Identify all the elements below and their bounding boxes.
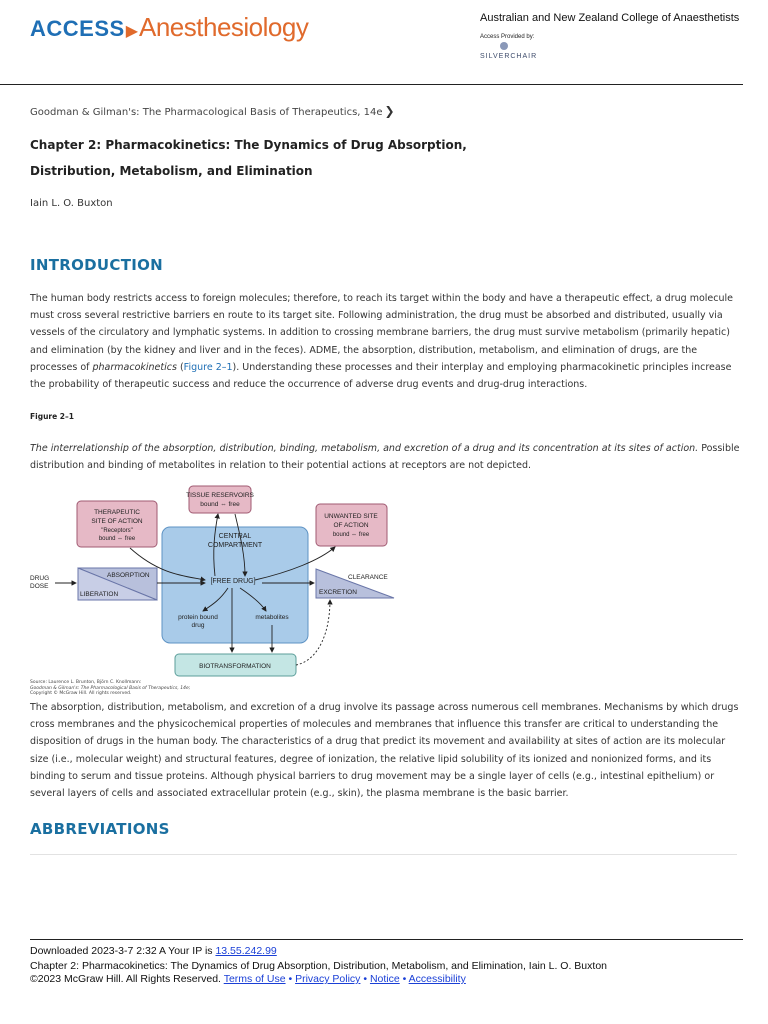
bullet-sep-3: • [399, 973, 409, 985]
therapeutic-label-4: bound ⇔ free [98, 536, 136, 542]
tissue-bound-label: bound ⇔ free [200, 501, 240, 508]
footer-links [30, 973, 466, 985]
footer-download [30, 945, 277, 957]
figure-link[interactable]: Figure 2–1 [183, 361, 233, 373]
header-divider [0, 84, 743, 85]
chevron-right-icon: ❯ [384, 104, 395, 118]
notice-link[interactable]: Notice [369, 973, 400, 985]
free-drug-label: [FREE DRUG] [210, 578, 256, 585]
source-line-3: Copyright © McGraw Hill. All rights reserved. [30, 691, 132, 696]
breadcrumb[interactable] [30, 104, 395, 118]
bullet-sep-2: • [360, 973, 370, 985]
central-label-1: CENTRAL [218, 533, 252, 540]
central-label-2: COMPARTMENT [207, 542, 263, 549]
section-heading-introduction: INTRODUCTION [30, 256, 164, 274]
figure-source [30, 680, 190, 697]
bullet-sep-1: • [285, 973, 296, 985]
accessibility-link[interactable]: Accessibility [408, 973, 466, 985]
intro-term-pharmacokinetics: pharmacokinetics [92, 361, 177, 373]
ip-link[interactable]: 13.55.242.99 [215, 945, 277, 957]
absorption-label: ABSORPTION [107, 572, 150, 579]
tissue-reservoirs-box [189, 486, 251, 513]
site-logo[interactable] [30, 12, 308, 43]
figure-label: Figure 2–1 [30, 412, 74, 421]
figure-caption-italic: The interrelationship of the absorption, distribution, binding, metabolism, and excretion of a drug and its concentration at its sites of action. [30, 443, 699, 454]
intro-paren: ( [176, 361, 184, 373]
copyright: ©2023 McGraw Hill. All Rights Reserved. [30, 973, 224, 985]
download-info: Downloaded 2023-3-7 2:32 A Your IP is [30, 945, 216, 957]
metabolites-label: metabolites [255, 614, 289, 621]
terms-link[interactable]: Terms of Use [223, 973, 286, 985]
unwanted-label-3: bound ⇔ free [332, 532, 370, 538]
figure-caption-rest: Possible distribution and binding of metabolites in relation to their potential actions at receptors are not depicted. [30, 443, 740, 472]
source-line-2: Goodman & Gilman's: The Pharmacological Basis of Therapeutics, 14e; [30, 685, 191, 691]
therapeutic-label-1: THERAPEUTIC [94, 509, 140, 516]
drug-dose-label-1: DRUG [30, 575, 50, 582]
breadcrumb-book[interactable]: Goodman & Gilman's: The Pharmacological Basis of Therapeutics, 14e [30, 107, 383, 118]
footer-citation: Chapter 2: Pharmacokinetics: The Dynamics of Drug Absorption, Distribution, Metabolism, and Elimination, Iain L. O. Buxton [30, 960, 607, 972]
logo-access: ACCESS [30, 16, 125, 41]
logo-anesthesiology: Anesthesiology [139, 12, 309, 42]
access-provided-label: Access Provided by: [480, 34, 535, 40]
section-divider [30, 854, 737, 855]
figure-caption [30, 440, 740, 474]
biotransformation-label: BIOTRANSFORMATION [199, 663, 271, 670]
liberation-label: LIBERATION [80, 591, 119, 598]
author: Iain L. O. Buxton [30, 198, 113, 209]
membrane-paragraph: The absorption, distribution, metabolism, and excretion of a drug involve its passage across numerous cell membranes. Mechanisms by which drugs cross membranes and the physicochemical properties of molecules and membranes that influence this transfer are critical to understanding the disposition of drugs in the human body. The characteristics of a drug that predict its movement and availability at sites of action are its molecular size (i.e., molecular weight) and structural features, degree of ionization, the relative lipid solubility of its ionized and nonionized forms, and its binding to serum and tissue proteins. Although physical barriers to drug movement may be a single layer of cells (e.g., intestinal epithelium) or several layers of cells and associated extracellular protein (e.g., skin), the plasma membrane is the basic barrier. [30, 702, 739, 800]
institution-name: Australian and New Zealand College of Anaesthetists [480, 12, 740, 24]
intro-text-2: ). Understanding these processes and their interplay and employing pharmacokinetic principles increase the probability of therapeutic success and reduce the occurrence of adverse drug events and drug-drug interactions. [30, 361, 732, 391]
therapeutic-label-2: SITE OF ACTION [91, 518, 143, 525]
provider-name: SILVERCHAIR [480, 53, 538, 60]
intro-text-1: The human body restricts access to foreign molecules; therefore, to reach its target within the body and have a therapeutic effect, a drug molecule must cross several restrictive barriers en route to its target site. Following administration, the drug must be absorbed and distributed, usually via vessels of the circulatory and lymphatic systems. In addition to crossing membrane barriers, the drug must survive metabolism (primarily hepatic) and elimination (by the kidney and liver and in the feces). ADME, the absorption, distribution, metabolism, and elimination of drugs, are the processes of [30, 293, 733, 373]
privacy-link[interactable]: Privacy Policy [295, 973, 361, 985]
tissue-reservoirs-label: TISSUE RESERVOIRS [186, 492, 254, 499]
logo-arrow-icon: ▶ [125, 23, 138, 40]
excretion-label: EXCRETION [319, 589, 357, 596]
clearance-label: CLEARANCE [348, 574, 388, 581]
protein-bound-label-1: protein bound [178, 614, 218, 621]
drug-dose-label-2: DOSE [30, 583, 49, 590]
chapter-title: Chapter 2: Pharmacokinetics: The Dynamics of Drug Absorption, Distribution, Metabolism, and Elimination [30, 138, 467, 178]
footer-divider [30, 939, 743, 940]
protein-bound-label-2: drug [191, 622, 205, 629]
unwanted-label-1: UNWANTED SITE [324, 513, 378, 520]
section-heading-abbreviations[interactable]: ABBREVIATIONS [30, 820, 170, 838]
intro-paragraph [30, 290, 740, 393]
unwanted-label-2: OF ACTION [333, 522, 369, 529]
adme-diagram[interactable] [0, 480, 768, 680]
source-line-1: Source: Laurence L. Brunton, Björn C. Knollmann: [30, 680, 142, 685]
therapeutic-label-3: "Receptors" [101, 528, 133, 534]
provider-logo-icon [500, 42, 508, 50]
